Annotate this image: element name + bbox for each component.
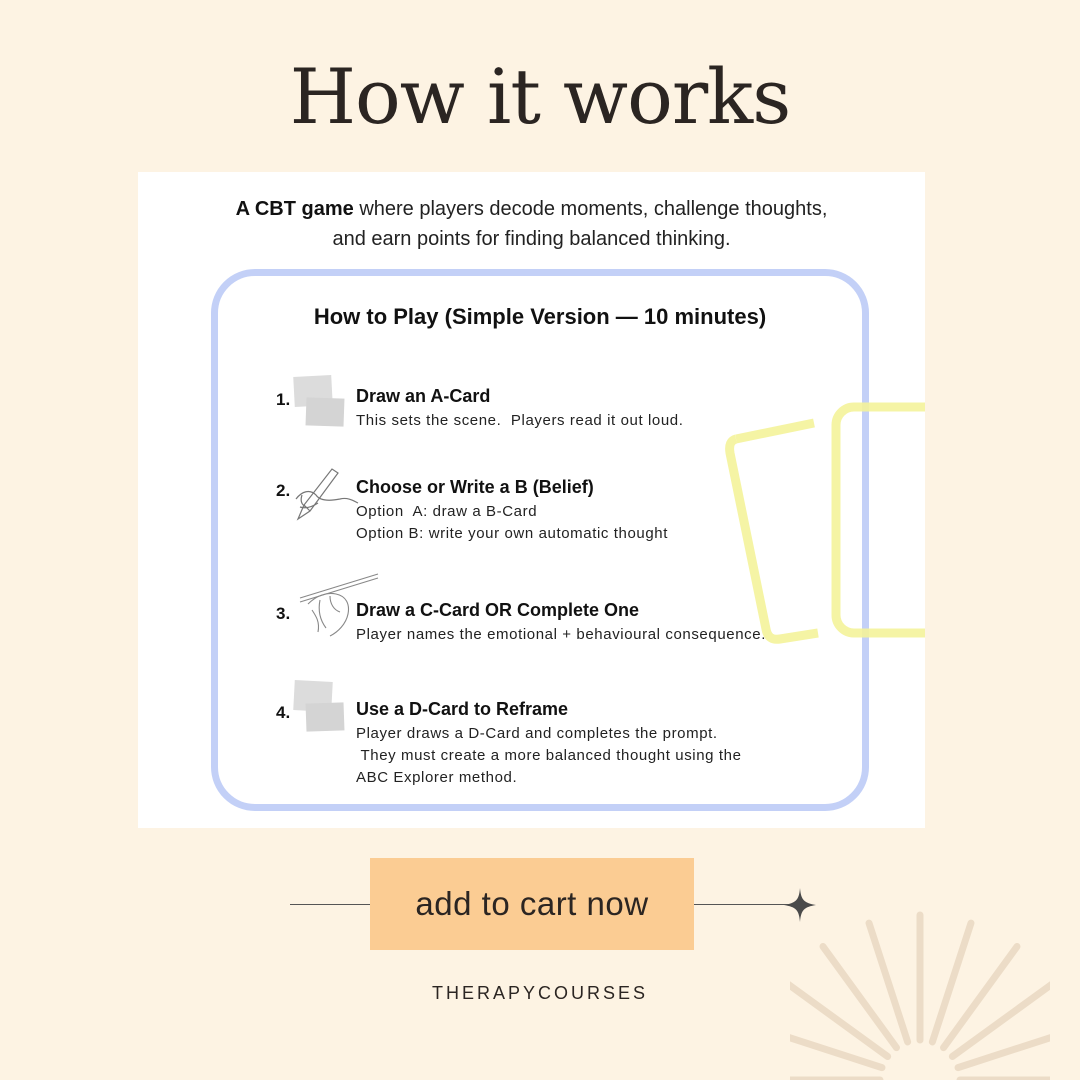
step-number: 3. [276,604,291,623]
brand-name: THERAPYCOURSES [431,983,649,1003]
step-description: Player names the emotional + behavioural consequence. [356,626,766,643]
add-to-cart-button[interactable]: add to cart now [370,858,694,950]
step-heading: Choose or Write a B (Belief) [356,477,594,497]
step-description: Player draws a D-Card and completes the prompt. They must create a more balanced thought using the ABC Explorer method. [356,725,742,786]
sunburst-icon [790,910,1050,1080]
how-to-play-title: How to Play (Simple Version — 10 minutes) [313,304,767,329]
card-stack-icon [290,374,350,432]
intro-bold: A CBT game [235,198,354,220]
step-heading: Draw an A-Card [356,386,491,406]
step-description: This sets the scene. Players read it out loud. [356,412,684,429]
card-stack-icon [290,679,350,737]
step-heading: Draw a C-Card OR Complete One [356,600,640,620]
step-heading: Use a D-Card to Reframe [356,699,569,719]
divider-line [694,904,794,905]
info-card [138,172,925,828]
intro-line2: and earn points for finding balanced thinking. [332,228,731,250]
step-number: 1. [276,390,291,409]
pencil-hand-icon [290,461,360,525]
step-number: 4. [276,703,291,722]
intro-text [138,194,925,254]
page-title: How it works [289,52,791,141]
decorative-cards-icon [718,397,925,647]
divider-line [290,904,370,905]
step-description: Option A: draw a B-Card Option B: write your own automatic thought [356,503,669,542]
step-number: 2. [276,481,291,500]
cta-row [290,858,820,950]
intro-line1: where players decode moments, challenge thoughts, [353,198,828,220]
